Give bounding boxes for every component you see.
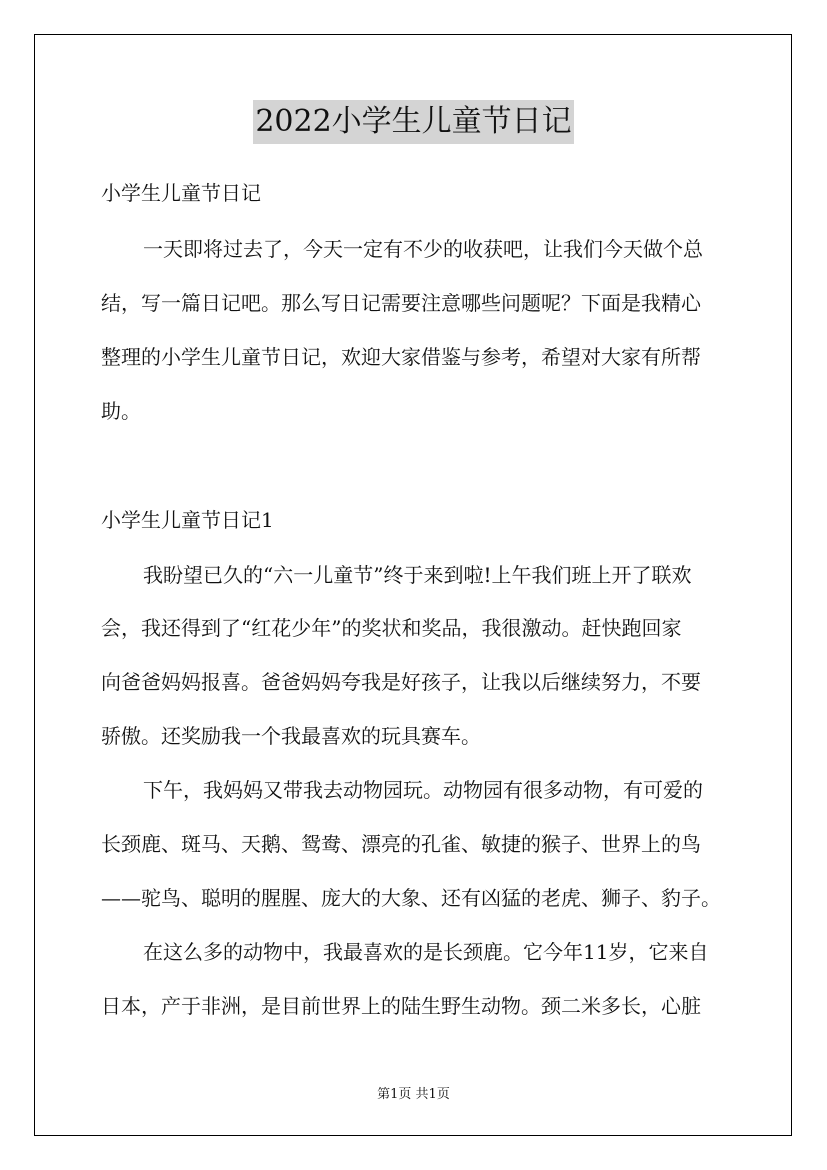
paragraph-line: 日本，产于非洲，是目前世界上的陆生野生动物。颈二米多长，心脏 <box>101 994 701 1018</box>
page-footer: 第1页 共1页 <box>377 1087 450 1102</box>
intro-line: 结，写一篇日记吧。那么写日记需要注意哪些问题呢？下面是我精心 <box>101 291 701 315</box>
intro-line: 助。 <box>101 399 141 423</box>
paragraph-line: 下午，我妈妈又带我去动物园玩。动物园有很多动物，有可爱的 <box>143 778 703 802</box>
paragraph-line: 在这么多的动物中，我最喜欢的是长颈鹿。它今年11岁，它来自 <box>143 940 709 964</box>
paragraph-line: 骄傲。还奖励我一个我最喜欢的玩具赛车。 <box>101 724 481 748</box>
intro-line: 整理的小学生儿童节日记，欢迎大家借鉴与参考，希望对大家有所帮 <box>101 345 701 369</box>
document-title-container <box>0 100 827 144</box>
intro-line: 一天即将过去了，今天一定有不少的收获吧，让我们今天做个总 <box>143 237 703 261</box>
document-title: 2022小学生儿童节日记 <box>253 100 573 144</box>
paragraph-line: 我盼望已久的“六一儿童节”终于来到啦!上午我们班上开了联欢 <box>143 563 692 587</box>
paragraph-line: 长颈鹿、斑马、天鹅、鸳鸯、漂亮的孔雀、敏捷的猴子、世界上的鸟 <box>101 832 701 856</box>
paragraph-line: 向爸爸妈妈报喜。爸爸妈妈夸我是好孩子，让我以后继续努力，不要 <box>101 670 701 694</box>
section-heading: 小学生儿童节日记 <box>101 181 261 205</box>
paragraph-line: 会，我还得到了“红花少年”的奖状和奖品，我很激动。赶快跑回家 <box>101 616 682 640</box>
diary-heading: 小学生儿童节日记1 <box>101 508 274 532</box>
paragraph-line: ——驼鸟、聪明的腥腥、庞大的大象、还有凶猛的老虎、狮子、豹子。 <box>101 886 721 910</box>
